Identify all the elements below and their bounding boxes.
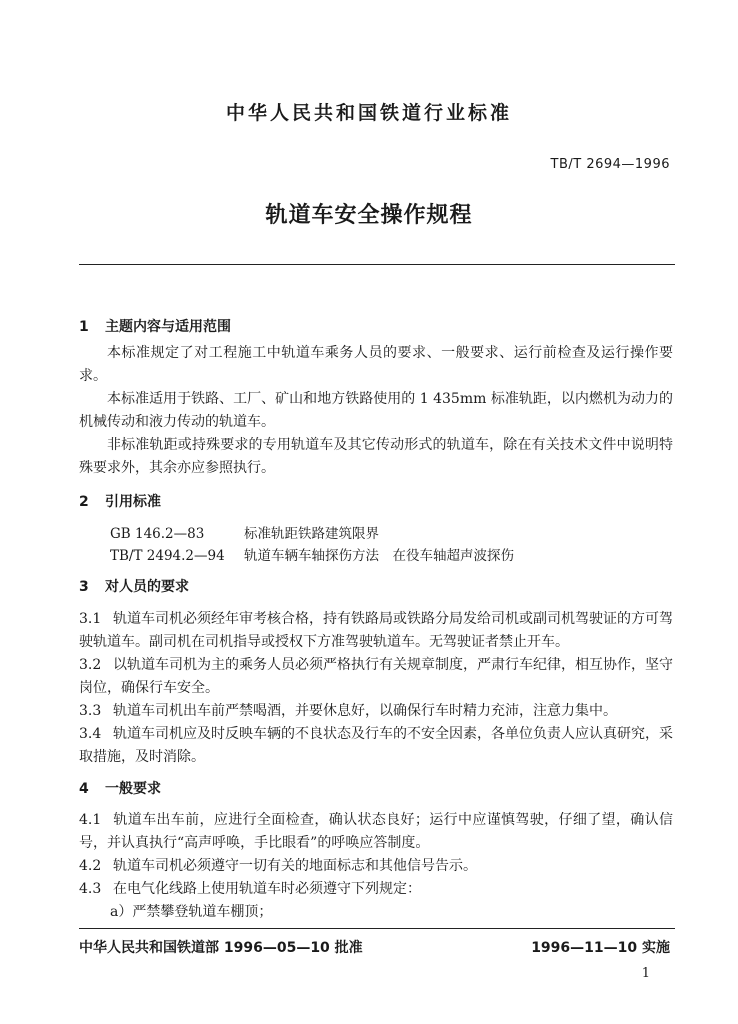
section-number: 3	[79, 579, 89, 595]
clause-text: 轨道车司机必须经年审考核合格，持有铁路局或铁路分局发给司机或副司机驾驶证的方可驾驶轨道车。副司机在司机指导或授权下方准驾驶轨道车。无驾驶证者禁止开车。	[79, 611, 673, 650]
section-title: 一般要求	[105, 781, 161, 797]
paragraph: 本标准规定了对工程施工中轨道车乘务人员的要求、一般要求、运行前检查及运行操作要求。	[79, 345, 673, 384]
section-number: 4	[79, 781, 89, 797]
reference-code: GB 146.2—83	[110, 526, 205, 542]
paragraph: 本标准适用于铁路、工厂、矿山和地方铁路使用的 1 435mm 标准轨距，以内燃机为动力的机械传动和液力传动的轨道车。	[79, 391, 673, 430]
paragraph: 非标准轨距或持殊要求的专用轨道车及其它传动形式的轨道车，除在有关技术文件中说明特殊要求外，其余亦应参照执行。	[79, 437, 673, 476]
clause-number: 4.3	[79, 881, 102, 897]
section-number: 2	[79, 494, 89, 510]
clause-text: 轨道车司机必须遵守一切有关的地面标志和其他信号告示。	[113, 858, 477, 874]
reference-row	[110, 544, 514, 564]
reference-title: 标准轨距铁路建筑限界	[244, 526, 379, 542]
section-title: 对人员的要求	[105, 579, 189, 595]
section-3-heading	[79, 576, 189, 596]
clause-3-1	[79, 608, 673, 654]
implementation-date: 1996—11—10 实施	[531, 940, 670, 956]
section-4-heading	[79, 778, 161, 798]
clause-text: 以轨道车司机为主的乘务人员必须严格执行有关规章制度，严肃行车纪律，相互协作，坚守岗位，确保行车安全。	[79, 657, 673, 696]
title-divider	[79, 264, 675, 265]
section-1-body	[79, 342, 673, 480]
clause-text: 轨道车司机出车前严禁喝酒，并要休息好，以确保行车时精力充沛，注意力集中。	[113, 703, 617, 719]
clause-3-4	[79, 723, 673, 769]
sub-clause-a: a）严禁攀登轨道车棚顶；	[110, 904, 273, 920]
footer-divider	[79, 928, 675, 929]
clause-4-1	[79, 809, 673, 855]
clause-number: 3.2	[79, 657, 102, 673]
clause-number: 3.1	[79, 611, 102, 627]
clause-3-3	[79, 700, 673, 723]
clause-text: 轨道车司机应及时反映车辆的不良状态及行车的不安全因素，各单位负责人应认真研究，采取措施，及时消除。	[79, 726, 673, 765]
clause-4-2	[79, 855, 673, 878]
section-title: 主题内容与适用范围	[105, 319, 231, 335]
clause-4-3	[79, 878, 673, 901]
standard-number: TB/T 2694—1996	[550, 157, 670, 172]
reference-row	[110, 522, 379, 542]
reference-title: 轨道车辆车轴探伤方法 在役车轴超声波探伤	[244, 548, 514, 564]
section-1-heading	[79, 316, 231, 336]
clause-3-2	[79, 654, 673, 700]
section-2-heading	[79, 491, 161, 511]
clause-number: 4.1	[79, 812, 102, 828]
document-title: 轨道车安全操作规程	[265, 203, 473, 228]
clause-text: 在电气化线路上使用轨道车时必须遵守下列规定：	[113, 881, 421, 897]
clause-number: 4.2	[79, 858, 102, 874]
section-number: 1	[79, 319, 89, 335]
issuing-body-header: 中华人民共和国铁道行业标准	[225, 102, 512, 124]
section-title: 引用标准	[105, 494, 161, 510]
page-number: 1	[641, 966, 650, 981]
clause-text: 轨道车出车前，应进行全面检查，确认状态良好；运行中应谨慎驾驶，仔细了望，确认信号，并认真执行“高声呼唤，手比眼看”的呼唤应答制度。	[79, 812, 673, 851]
reference-code: TB/T 2494.2—94	[110, 548, 225, 564]
clause-number: 3.3	[79, 703, 102, 719]
approval-line: 中华人民共和国铁道部 1996—05—10 批准	[79, 940, 363, 956]
clause-number: 3.4	[79, 726, 102, 742]
